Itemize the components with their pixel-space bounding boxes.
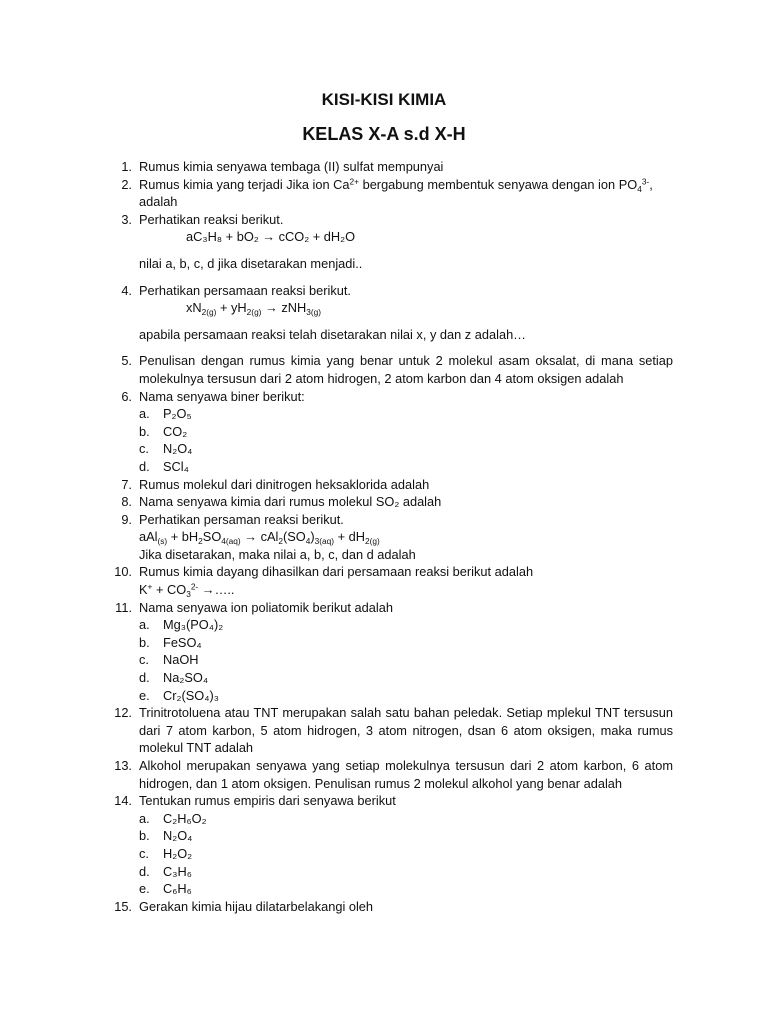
option-value: NaOH [163, 652, 199, 668]
option-row [139, 669, 673, 687]
question-text: Penulisan dengan rumus kimia yang benar untuk 2 molekul asam oksalat, di mana setiap molekulnya tersusun dari 2 atom hidrogen, 2 atom karbon dan 4 atom oksigen adalah [139, 353, 673, 386]
document-title: KISI-KISI KIMIA [321, 90, 447, 109]
option-value: C₆H₆ [163, 881, 192, 897]
question-12 [0, 704, 768, 757]
question-text-continued: adalah [139, 194, 178, 210]
option-value: N₂O₄ [163, 441, 193, 457]
question-number: 7. [121, 476, 132, 492]
question-text: Alkohol merupakan senyawa yang setiap molekulnya tersusun dari 2 atom karbon, 6 atom hidrogen, dan 1 atom oksigen. Penulisan rumus 2 molekul alkohol yang benar adalah [139, 758, 673, 791]
question-number: 9. [121, 511, 132, 527]
question-text: Rumus kimia dayang dihasilkan dari persamaan reaksi berikut adalah [139, 564, 534, 580]
question-followup: Jika disetarakan, maka nilai a, b, c, dan d adalah [139, 546, 416, 562]
option-letter: e. [139, 881, 150, 897]
option-value: H₂O₂ [163, 845, 193, 861]
question-14 [0, 792, 768, 898]
option-row [139, 827, 673, 845]
question-text: Trinitrotoluena atau TNT merupakan salah satu bahan peledak. Setiap mplekul TNT tersusun dari 7 atom karbon, 5 atom hidrogen, 3 atom nitrogen, dsan 6 atom oksigen, maka rumus molekul TNT adalah [139, 705, 673, 756]
question-text: Nama senyawa ion poliatomik berikut adalah [139, 599, 393, 615]
question-9 [0, 511, 768, 564]
question-1 [0, 158, 768, 176]
question-number: 2. [121, 176, 132, 192]
option-value: N₂O₄ [163, 828, 193, 844]
option-row [139, 845, 673, 863]
option-letter: d. [139, 458, 150, 474]
option-letter: b. [139, 828, 150, 844]
question-text: Nama senyawa biner berikut: [139, 388, 305, 404]
reaction-equation: aC₃H₈ + bO₂ → cCO₂ + dH₂O [186, 229, 356, 245]
question-10 [0, 563, 768, 598]
option-value: Na₂SO₄ [163, 670, 209, 686]
option-value: P₂O₅ [163, 406, 192, 422]
question-number: 6. [121, 388, 132, 404]
document-subtitle: KELAS X-A s.d X-H [302, 124, 466, 144]
option-row [139, 405, 673, 423]
option-letter: e. [139, 687, 150, 703]
question-5 [0, 352, 768, 387]
question-list [0, 158, 768, 915]
question-text: Perhatikan persaman reaksi berikut. [139, 511, 344, 527]
option-row [139, 634, 673, 652]
option-value: SCl₄ [163, 458, 189, 474]
question-15 [0, 898, 768, 916]
option-letter: b. [139, 423, 150, 439]
question-2 [0, 176, 768, 211]
option-value: FeSO₄ [163, 634, 202, 650]
option-letter: c. [139, 441, 149, 457]
question-followup: apabila persamaan reaksi telah disetarakan nilai x, y dan z adalah… [139, 326, 526, 342]
question-number: 3. [121, 211, 132, 227]
question-6 [0, 388, 768, 476]
option-letter: a. [139, 406, 150, 422]
option-row [139, 651, 673, 669]
question-text: Perhatikan reaksi berikut. [139, 211, 284, 227]
option-value: Cr₂(SO₄)₃ [163, 687, 219, 703]
question-11 [0, 599, 768, 705]
option-letter: c. [139, 845, 149, 861]
question-text: Rumus kimia senyawa tembaga (II) sulfat mempunyai [139, 159, 444, 174]
question-number: 5. [121, 353, 132, 369]
question-7 [0, 476, 768, 494]
question-number: 8. [121, 494, 132, 510]
question-13 [0, 757, 768, 792]
option-letter: d. [139, 863, 150, 879]
question-followup: nilai a, b, c, d jika disetarakan menjadi.. [139, 255, 363, 271]
option-row [139, 423, 673, 441]
option-row [139, 616, 673, 634]
question-text: Perhatikan persamaan reaksi berikut. [139, 282, 351, 298]
option-letter: b. [139, 634, 150, 650]
question-text: Nama senyawa kimia dari rumus molekul SO₂ adalah [139, 494, 442, 510]
question-number: 1. [121, 159, 132, 174]
option-row [139, 810, 673, 828]
question-number: 14. [114, 793, 132, 809]
reaction-equation: $K^+ + CO_3^{2-}$ →….. [139, 581, 235, 599]
option-value: C₃H₆ [163, 863, 192, 879]
question-number: 13. [114, 758, 132, 773]
option-row [139, 687, 673, 705]
option-value: C₂H₆O₂ [163, 810, 207, 826]
question-number: 4. [121, 282, 132, 298]
question-text: Rumus kimia yang terjadi Jika ion $Ca^{2+}$ bergabung membentuk senyawa dengan ion $PO_4^{3-}$, [139, 176, 653, 194]
question-8 [0, 493, 768, 511]
question-text: Gerakan kimia hijau dilatarbelakangi oleh [139, 898, 374, 914]
reaction-equation: $aAl_{(s)} + bH_2SO_{4(aq)} \to cAl_2(SO_4)_{3(aq)} + dH_{2(g)}$ [139, 529, 380, 547]
option-letter: d. [139, 670, 150, 686]
question-number: 12. [114, 705, 132, 721]
question-text: Rumus molekul dari dinitrogen heksaklorida adalah [139, 476, 430, 492]
question-number: 15. [114, 898, 132, 914]
option-letter: a. [139, 617, 150, 633]
question-text: Tentukan rumus empiris dari senyawa berikut [139, 793, 396, 809]
option-letter: c. [139, 652, 149, 668]
question-4 [0, 282, 768, 344]
option-row [139, 863, 673, 881]
option-value: Mg₃(PO₄)₂ [163, 617, 224, 633]
question-number: 10. [114, 564, 132, 580]
option-row [139, 458, 673, 476]
option-value: CO₂ [163, 423, 188, 439]
option-row [139, 440, 673, 458]
question-3 [0, 211, 768, 273]
reaction-equation: $xN_{2(g)} + yH_{2(g)} \to zNH_{3(g)}$ [186, 300, 322, 318]
option-row [139, 880, 673, 898]
option-letter: a. [139, 810, 150, 826]
question-number: 11. [115, 599, 132, 615]
